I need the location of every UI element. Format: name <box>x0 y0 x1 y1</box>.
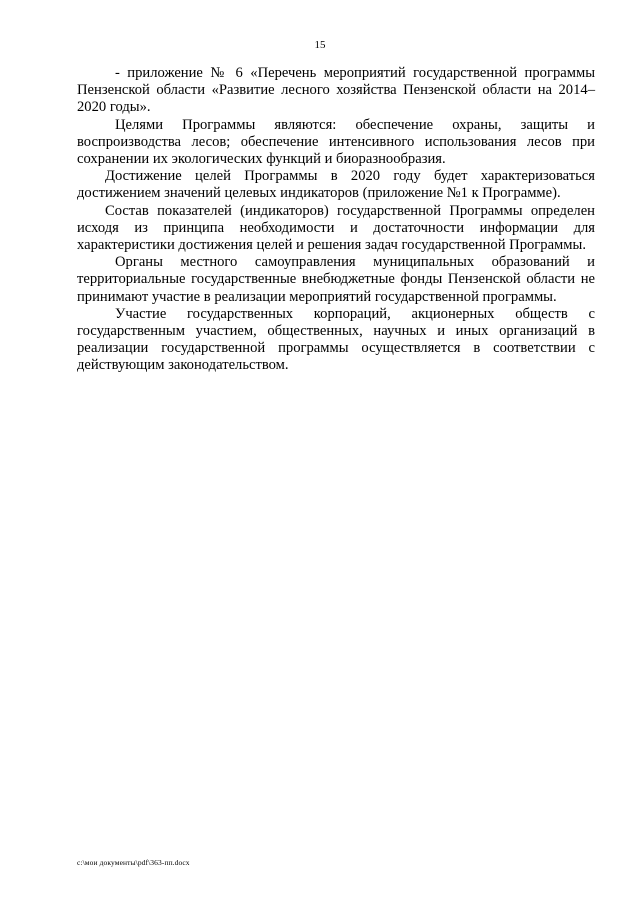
page-number: 15 <box>314 39 326 51</box>
paragraph-program-goals: Целями Программы являются: обеспечение охраны, защиты и воспроизводства лесов; обеспечение интенсивного использования лесов при сохранении их экологических функций и биоразнообразия. <box>77 116 595 168</box>
paragraph-participation: Участие государственных корпораций, акционерных обществ с государственным участием, общественных, научных и иных организаций в реализации государственной программы осуществляется в соответствии с действующим законодательством. <box>77 305 595 374</box>
paragraph-indicators: Состав показателей (индикаторов) государственной Программы определен исходя из принципа необходимости и достаточности информации для характеристики достижения целей и решения задач государственной Программы. <box>77 202 595 254</box>
footer-file-path: c:\мои документы\pdf\363-пп.docx <box>77 858 190 867</box>
paragraph-local-authorities: Органы местного самоуправления муниципальных образований и территориальные государственные внебюджетные фонды Пензенской области не принимают участие в реализации мероприятий государственной программы. <box>77 254 595 305</box>
paragraph-goal-achievement: Достижение целей Программы в 2020 году будет характеризоваться достижением значений целевых индикаторов (приложение №1 к Программе). <box>77 168 595 202</box>
paragraph-appendix-6: - приложение № 6 «Перечень мероприятий государственной программы Пензенской области «Развитие лесного хозяйства Пензенской области на 2014–2020 годы». <box>77 65 595 116</box>
document-body <box>77 65 595 375</box>
